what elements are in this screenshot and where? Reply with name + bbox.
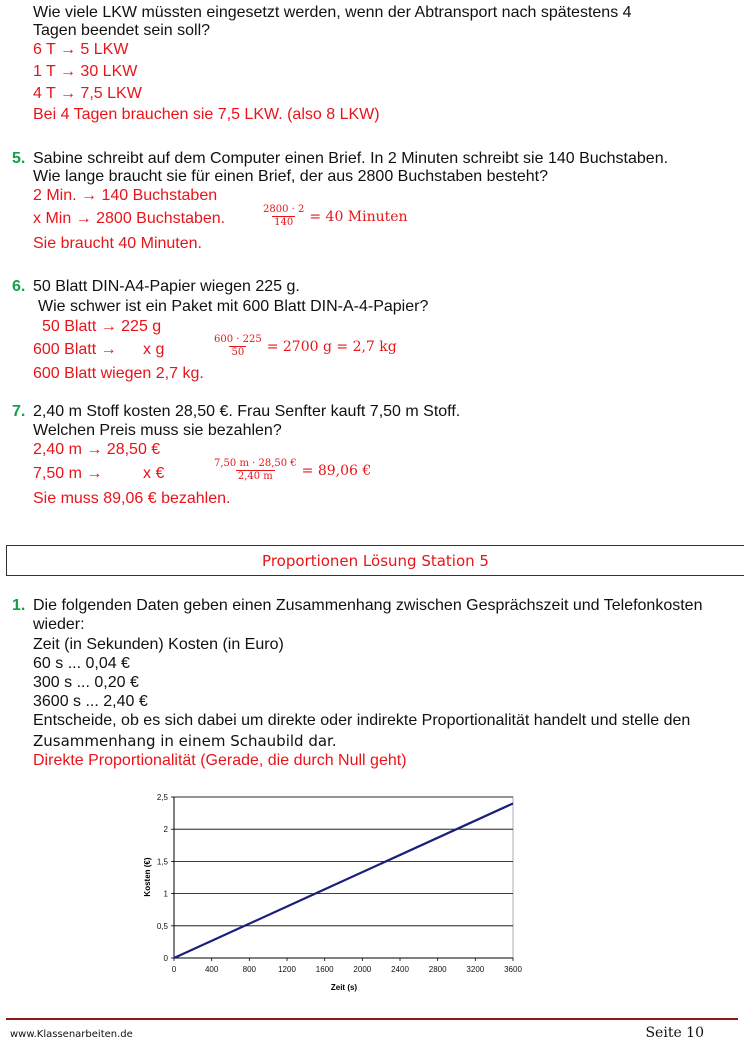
- x-tick-label: 3200: [466, 965, 485, 974]
- footer-website: www.Klassenarbeiten.de: [10, 1029, 133, 1040]
- task6-fraction-result: = 2700 g = 2,7 kg: [266, 338, 397, 355]
- y-tick-label: 2: [163, 825, 168, 835]
- task5-question-line2: Wie lange braucht sie für einen Brief, der aus 2800 Buchstaben besteht?: [33, 168, 548, 185]
- s5-task1-line-instruction: Entscheide, ob es sich dabei um direkte oder indirekte Proportionalität handelt und stelle den: [33, 712, 691, 729]
- y-tick-label: 1: [163, 889, 168, 899]
- task4-answer-line4: Bei 4 Tagen brauchen sie 7,5 LKW. (also 8 LKW): [33, 106, 380, 123]
- x-tick-label: 0: [171, 965, 177, 974]
- task7-answer-line2b: x €: [143, 465, 165, 482]
- task6-number: 6.: [12, 278, 26, 295]
- task5-question-line1: Sabine schreibt auf dem Computer einen Brief. In 2 Minuten schreibt sie 140 Buchstaben.: [33, 150, 669, 167]
- x-tick-label: 3600: [504, 965, 522, 974]
- s5-task1-number: 1.: [12, 597, 26, 614]
- task7-fraction-numerator: 7,50 m · 28,50 €: [214, 458, 297, 469]
- s5-task1-line-header: Zeit (in Sekunden) Kosten (in Euro): [33, 636, 284, 653]
- task7-number: 7.: [12, 403, 26, 420]
- x-tick-label: 400: [204, 965, 219, 974]
- x-tick-label: 1600: [315, 965, 334, 974]
- cost-time-chart: [130, 785, 540, 1000]
- task5-answer-line2: x Min → 2800 Buchstaben.: [33, 210, 226, 227]
- task7-answer-line1: 2,40 m → 28,50 €: [33, 441, 161, 458]
- task5-answer-line1: 2 Min. → 140 Buchstaben: [33, 187, 218, 204]
- task4-answer-line2: 1 T → 30 LKW: [33, 63, 138, 80]
- footer-rule: [6, 1018, 738, 1020]
- task6-answer-line1: 50 Blatt → 225 g: [42, 318, 162, 335]
- section-title: Proportionen Lösung Station 5: [262, 552, 489, 570]
- y-tick-label: 1,5: [156, 857, 168, 867]
- task4-answer-line1: 6 T → 5 LKW: [33, 41, 129, 58]
- task5-fraction: [262, 204, 408, 229]
- s5-task1-question-line1: Die folgenden Daten geben einen Zusammenhang zwischen Gesprächszeit und Telefonkosten: [33, 597, 703, 614]
- x-tick-label: 800: [242, 965, 257, 974]
- task4-question-line2: Tagen beendet sein soll?: [33, 22, 211, 39]
- task6-question-line1: 50 Blatt DIN-A4-Papier wiegen 225 g.: [33, 278, 300, 295]
- task6-answer-line2a: 600 Blatt →: [33, 341, 117, 358]
- y-tick-label: 0,5: [156, 921, 168, 931]
- task5-fraction-denominator: 140: [274, 217, 294, 228]
- s5-task1-line-3600s: 3600 s ... 2,40 €: [33, 693, 148, 710]
- task4-question-line1: Wie viele LKW müssten eingesetzt werden, wenn der Abtransport nach spätestens 4: [33, 4, 632, 21]
- s5-task1-line-60s: 60 s ... 0,04 €: [33, 655, 130, 672]
- task6-answer-line2b: x g: [143, 341, 165, 358]
- task7-question-line1: 2,40 m Stoff kosten 28,50 €. Frau Senfter kauft 7,50 m Stoff.: [33, 403, 461, 420]
- task5-fraction-result: = 40 Minuten: [309, 208, 408, 225]
- x-axis-label: Zeit (s): [330, 983, 358, 992]
- s5-task1-line-300s: 300 s ... 0,20 €: [33, 674, 139, 691]
- task7-answer-line2a: 7,50 m →: [33, 465, 103, 482]
- task7-fraction: [213, 458, 371, 483]
- x-tick-label: 2400: [391, 965, 409, 974]
- footer-page-number: Seite 10: [645, 1025, 704, 1041]
- task4-answer-line3: 4 T → 7,5 LKW: [33, 85, 142, 102]
- task5-number: 5.: [12, 150, 26, 167]
- y-tick-label: 0: [163, 954, 168, 963]
- task6-fraction-denominator: 50: [231, 347, 245, 358]
- s5-task1-answer: Direkte Proportionalität (Gerade, die durch Null geht): [33, 752, 407, 769]
- task7-question-line2: Welchen Preis muss sie bezahlen?: [33, 422, 282, 439]
- task7-fraction-denominator: 2,40 m: [237, 471, 273, 482]
- x-tick-label: 2000: [353, 965, 372, 974]
- y-axis-label: Kosten (€): [143, 857, 152, 897]
- task7-fraction-result: = 89,06 €: [301, 462, 372, 479]
- task5-answer-line3: Sie braucht 40 Minuten.: [33, 235, 202, 252]
- task6-answer-line3: 600 Blatt wiegen 2,7 kg.: [33, 365, 204, 382]
- task6-fraction-numerator: 600 · 225: [214, 334, 262, 345]
- y-tick-label: 2,5: [156, 793, 168, 802]
- s5-task1-line-instruction2: Zusammenhang in einem Schaubild dar.: [33, 732, 337, 750]
- task7-answer-line3: Sie muss 89,06 € bezahlen.: [33, 490, 231, 507]
- task6-question-line2: Wie schwer ist ein Paket mit 600 Blatt DIN-A-4-Papier?: [38, 298, 429, 315]
- section-header-box: [6, 545, 744, 576]
- task5-fraction-numerator: 2800 · 2: [263, 204, 305, 215]
- x-tick-label: 1200: [278, 965, 296, 974]
- task6-fraction: [213, 334, 397, 359]
- s5-task1-question-line2: wieder:: [33, 616, 85, 633]
- x-tick-label: 2800: [428, 965, 447, 974]
